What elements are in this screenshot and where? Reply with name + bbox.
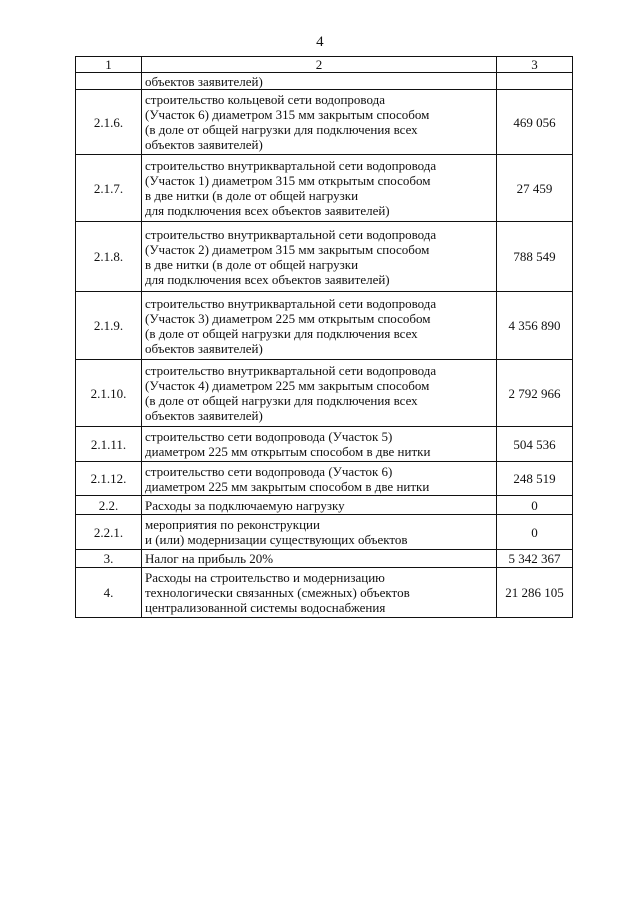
row-value: 504 536	[497, 427, 573, 462]
row-value: 248 519	[497, 462, 573, 496]
row-value: 21 286 105	[497, 568, 573, 618]
row-number: 2.1.6.	[76, 90, 142, 155]
row-value: 27 459	[497, 155, 573, 222]
row-description: объектов заявителей)	[142, 73, 497, 90]
row-description: строительство сети водопровода (Участок 6) диаметром 225 мм закрытым способом в две нитки	[142, 462, 497, 496]
row-description: мероприятия по реконструкции и (или) модернизации существующих объектов	[142, 515, 497, 550]
table-row	[76, 222, 573, 292]
row-value: 0	[497, 515, 573, 550]
table-row	[76, 550, 573, 568]
table-row	[76, 427, 573, 462]
table-row	[76, 462, 573, 496]
table-row	[76, 292, 573, 360]
row-value: 2 792 966	[497, 360, 573, 427]
table-header-row	[76, 57, 573, 73]
row-description: строительство внутриквартальной сети водопровода (Участок 1) диаметром 315 мм открытым способом в две нитки (в доле от общей нагрузки для подключения всех объектов заявителей)	[142, 155, 497, 222]
row-value: 788 549	[497, 222, 573, 292]
row-number: 2.2.1.	[76, 515, 142, 550]
data-table	[75, 56, 573, 618]
table-row	[76, 90, 573, 155]
row-number: 2.1.11.	[76, 427, 142, 462]
table-row	[76, 155, 573, 222]
row-value: 4 356 890	[497, 292, 573, 360]
row-value	[497, 73, 573, 90]
row-number: 2.1.8.	[76, 222, 142, 292]
row-value: 0	[497, 496, 573, 515]
row-number: 2.2.	[76, 496, 142, 515]
table-row	[76, 515, 573, 550]
row-description: строительство внутриквартальной сети водопровода (Участок 3) диаметром 225 мм открытым способом (в доле от общей нагрузки для подключения всех объектов заявителей)	[142, 292, 497, 360]
row-description: строительство внутриквартальной сети водопровода (Участок 2) диаметром 315 мм закрытым способом в две нитки (в доле от общей нагрузки для подключения всех объектов заявителей)	[142, 222, 497, 292]
row-description: Расходы на строительство и модернизацию технологически связанных (смежных) объектов централизованной системы водоснабжения	[142, 568, 497, 618]
row-number: 2.1.10.	[76, 360, 142, 427]
row-value: 469 056	[497, 90, 573, 155]
column-header: 3	[497, 57, 573, 73]
row-number	[76, 73, 142, 90]
row-description: строительство сети водопровода (Участок 5) диаметром 225 мм открытым способом в две нитки	[142, 427, 497, 462]
column-header: 2	[142, 57, 497, 73]
row-number: 2.1.12.	[76, 462, 142, 496]
row-number: 3.	[76, 550, 142, 568]
table-row	[76, 568, 573, 618]
row-description: строительство кольцевой сети водопровода (Участок 6) диаметром 315 мм закрытым способом (в доле от общей нагрузки для подключения всех объектов заявителей)	[142, 90, 497, 155]
row-number: 2.1.7.	[76, 155, 142, 222]
row-number: 2.1.9.	[76, 292, 142, 360]
row-description: строительство внутриквартальной сети водопровода (Участок 4) диаметром 225 мм закрытым способом (в доле от общей нагрузки для подключения всех объектов заявителей)	[142, 360, 497, 427]
row-description: Налог на прибыль 20%	[142, 550, 497, 568]
table-row	[76, 496, 573, 515]
column-header: 1	[76, 57, 142, 73]
row-description: Расходы за подключаемую нагрузку	[142, 496, 497, 515]
row-value: 5 342 367	[497, 550, 573, 568]
page-number: 4	[316, 34, 324, 50]
table-row	[76, 73, 573, 90]
table-row	[76, 360, 573, 427]
row-number: 4.	[76, 568, 142, 618]
